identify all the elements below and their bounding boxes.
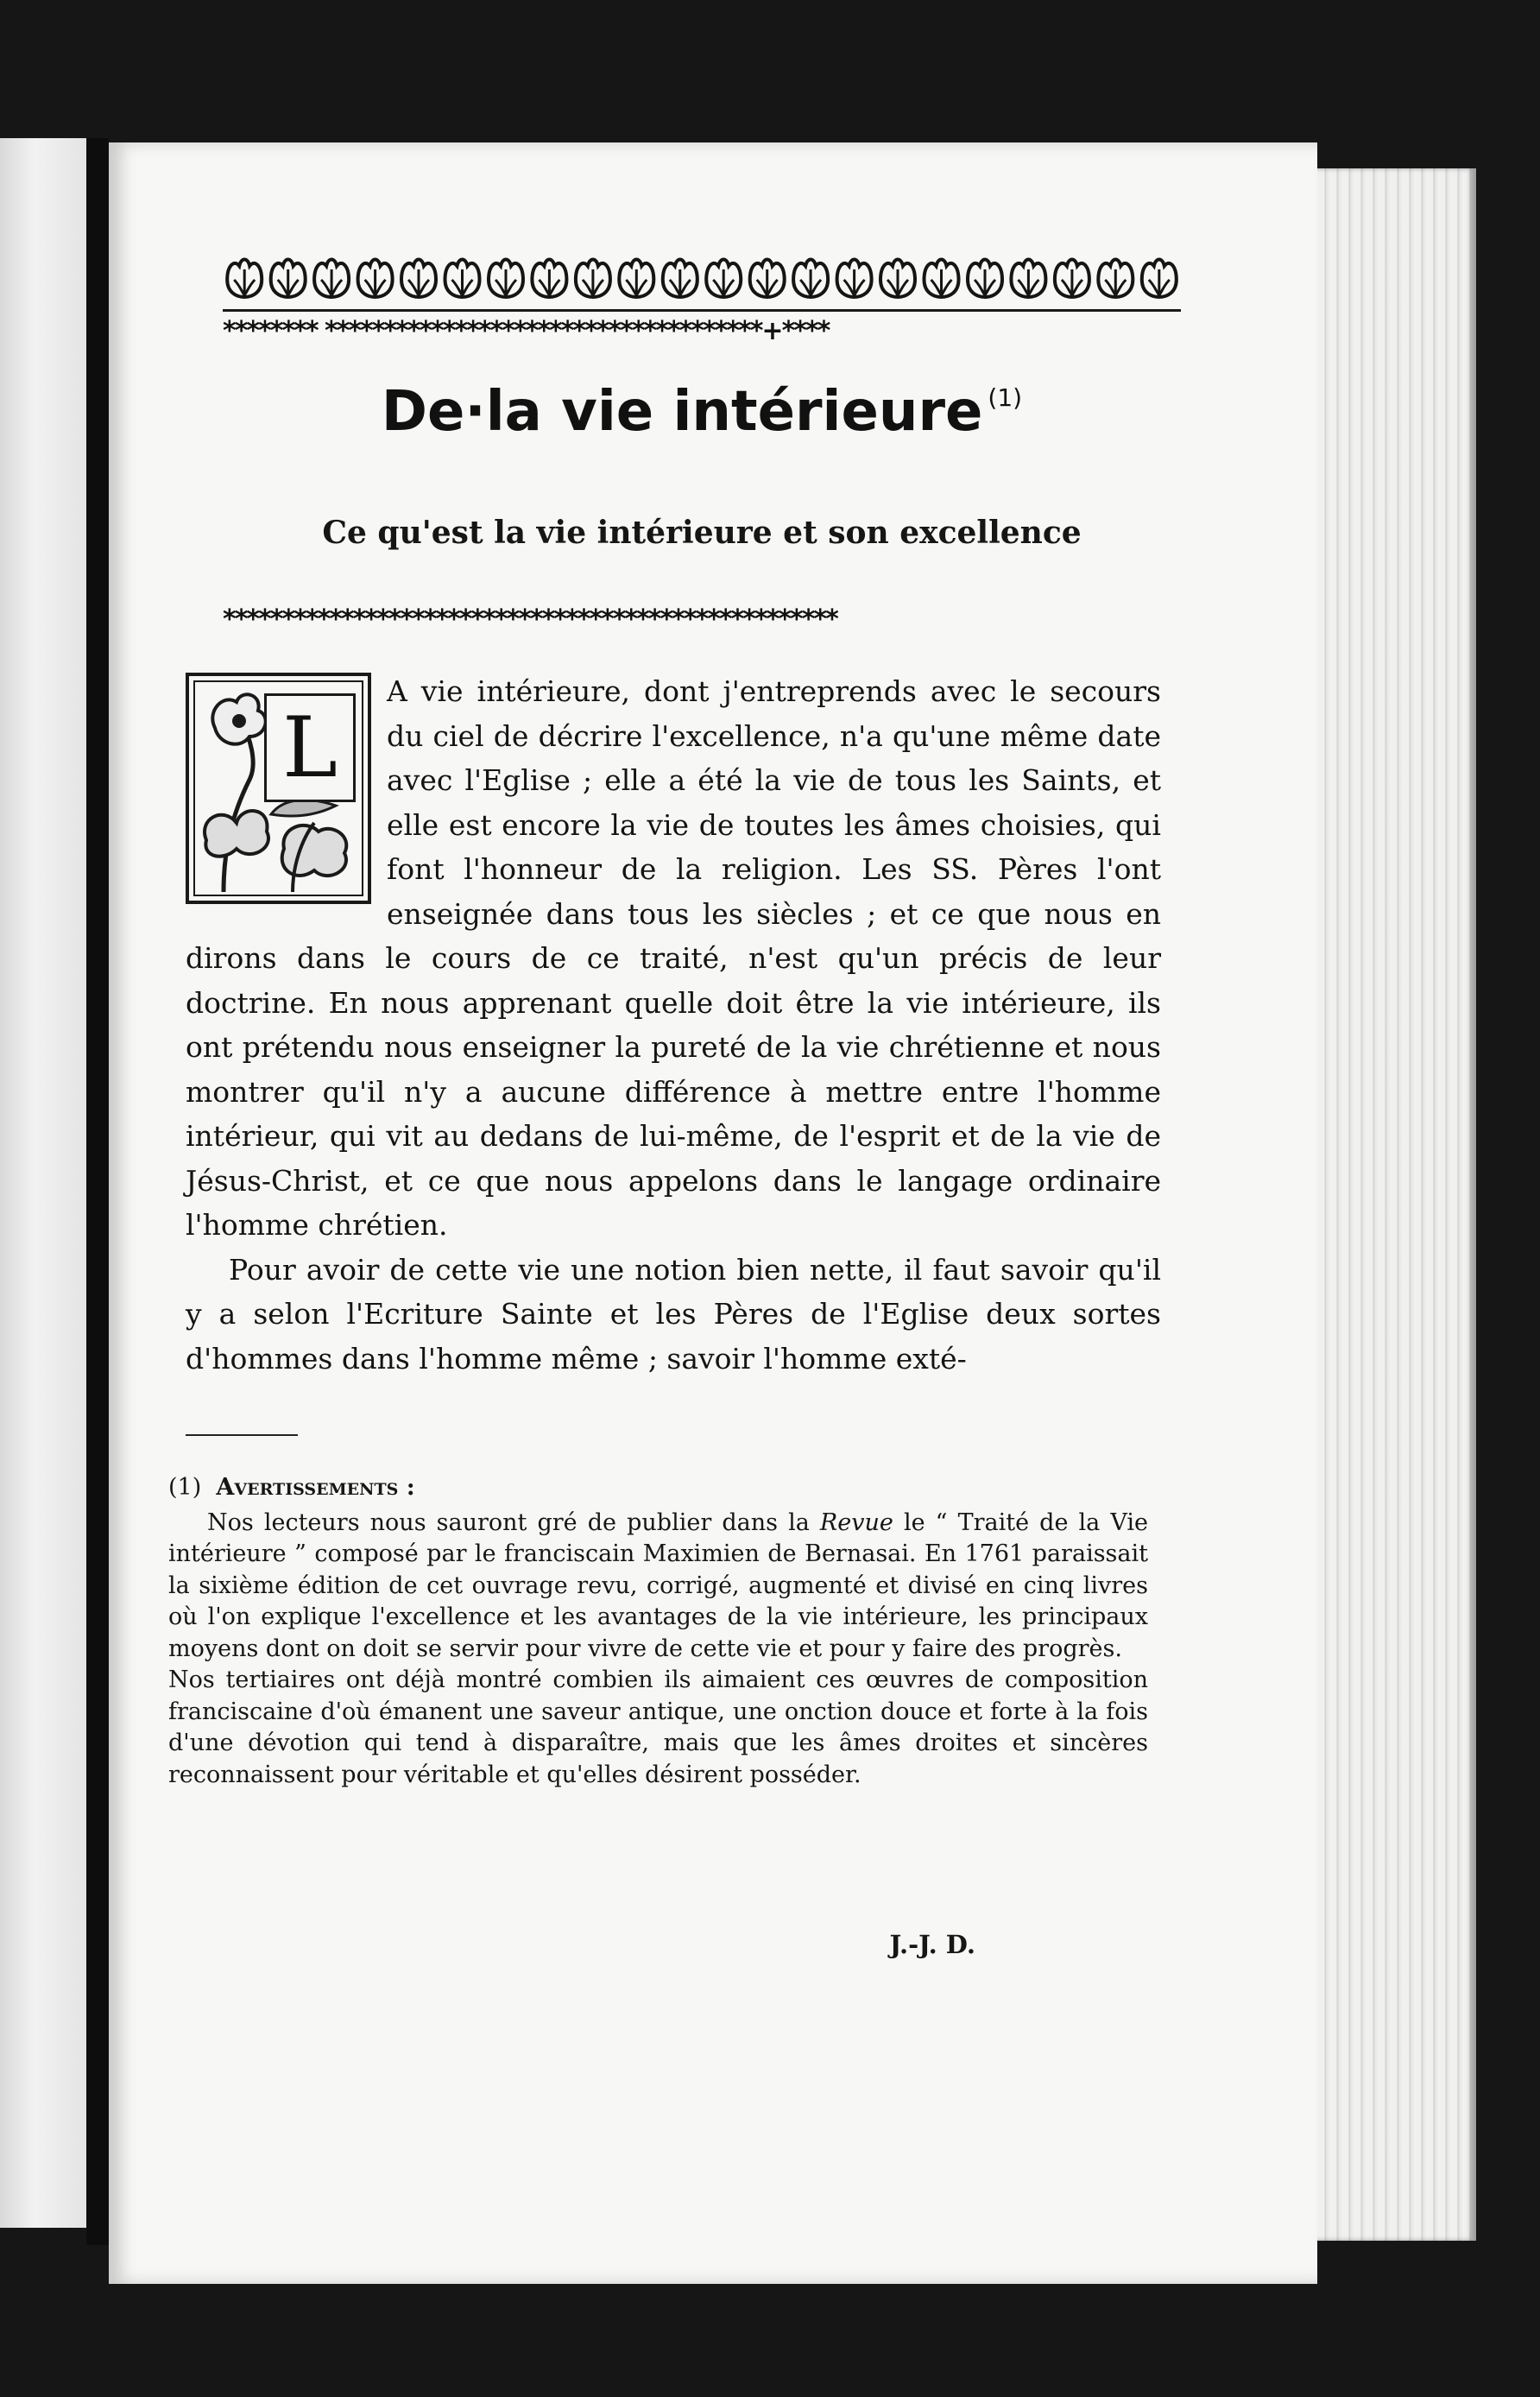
dropcap-letter: L <box>264 693 356 802</box>
ornament-rule <box>223 309 1181 312</box>
tulip-icon <box>880 260 915 298</box>
footnote-rule <box>186 1434 298 1436</box>
footnote-p1-after: le “ Traité de la Vie intérieure ” composé par le franciscain Maximien de Bernasai. En 1761 paraissait la sixième édition de cet ouvrage revu, corrigé, augmenté et divisé en cinq livres où l'on explique l'excellence et les avantages de la vie intérieure, les principaux moyens dont on doit se servir pour vivre de cette vie et pour y faire des progrès. <box>168 1508 1148 1662</box>
tulip-icon <box>925 260 959 298</box>
article-body <box>186 669 1161 1381</box>
footnote <box>168 1472 1148 1791</box>
tulip-band-icon <box>223 250 1181 302</box>
floral-initial-icon <box>186 673 371 904</box>
signature: J.-J. D. <box>889 1930 975 1959</box>
tulip-icon <box>663 260 697 298</box>
page-edges <box>1295 168 1476 2241</box>
book-gutter <box>86 138 109 2245</box>
tulip-icon <box>837 260 872 298</box>
tulip-icon <box>401 260 436 298</box>
footnote-paragraph-1 <box>168 1508 1148 1666</box>
tulip-icon <box>1011 260 1045 298</box>
article-title <box>223 380 1181 444</box>
tulip-icon <box>1142 260 1177 298</box>
footnote-paragraph-2: Nos tertiaires ont déjà montré combien ils aimaient ces œuvres de composition franciscaine d'où émanent une saveur antique, une onction douce et forte à la fois d'une dévotion qui tend à disparaître, mais que les âmes droites et sincères reconnaissent pour véritable et qu'elles désirent posséder. <box>168 1667 1148 1788</box>
footnote-heading <box>168 1472 1148 1504</box>
tulip-icon <box>793 260 828 298</box>
star-rule-bottom: **************************************************** <box>223 604 837 635</box>
tulip-icon <box>619 260 653 298</box>
tulip-icon <box>1055 260 1089 298</box>
title-text: De·la vie intérieure <box>381 380 983 444</box>
tulip-icon <box>271 260 306 298</box>
footnote-marker: (1) <box>168 1474 202 1501</box>
tulip-icon <box>532 260 566 298</box>
left-page-edge <box>0 138 86 2228</box>
tulip-icon <box>1098 260 1133 298</box>
paragraph-1: A vie intérieure, dont j'entreprends avec le secours du ciel de décrire l'excellence, n'a qu'une même date avec l'Eglise ; elle a été la vie de tous les Saints, et elle est encore la vie de toutes les âmes choisies, qui font l'honneur de la religion. Les SS. Pères l'ont enseignée dans tous les siècles ; et ce que nous en dirons dans le cours de ce traité, n'est qu'un précis de leur doctrine. En nous apprenant quelle doit être la vie intérieure, ils ont prétendu nous enseigner la pureté de la vie chrétienne et nous montrer qu'il n'y a aucune différence à mettre entre l'homme intérieur, qui vit au dedans de lui-même, de l'esprit et de la vie de Jésus-Christ, et ce que nous appelons dans le langage ordinaire l'homme chrétien. <box>186 674 1161 1242</box>
star-rule-top: ******** *************************************+**** <box>223 316 830 346</box>
tulip-icon <box>227 260 262 298</box>
article-subtitle: Ce qu'est la vie intérieure et son excellence <box>322 515 1082 551</box>
tulip-icon <box>314 260 349 298</box>
tulip-icon <box>968 260 1002 298</box>
footnote-p1-before: Nos lecteurs nous sauront gré de publier dans la <box>207 1508 820 1536</box>
tulip-icon <box>445 260 480 298</box>
tulip-icon <box>489 260 523 298</box>
tulip-icon <box>576 260 610 298</box>
footnote-label: Avertissements : <box>216 1474 415 1501</box>
tulip-icon <box>358 260 393 298</box>
tulip-icon <box>706 260 741 298</box>
paragraph-2: Pour avoir de cette vie une notion bien nette, il faut savoir qu'il y a selon l'Ecriture Sainte et les Pères de l'Eglise deux sortes d'hommes dans l'homme même ; savoir l'homme exté- <box>186 1252 1161 1376</box>
footnote-p1-italic: Revue <box>819 1508 893 1536</box>
title-footnote-marker: (1) <box>988 383 1023 412</box>
tulip-icon <box>750 260 785 298</box>
